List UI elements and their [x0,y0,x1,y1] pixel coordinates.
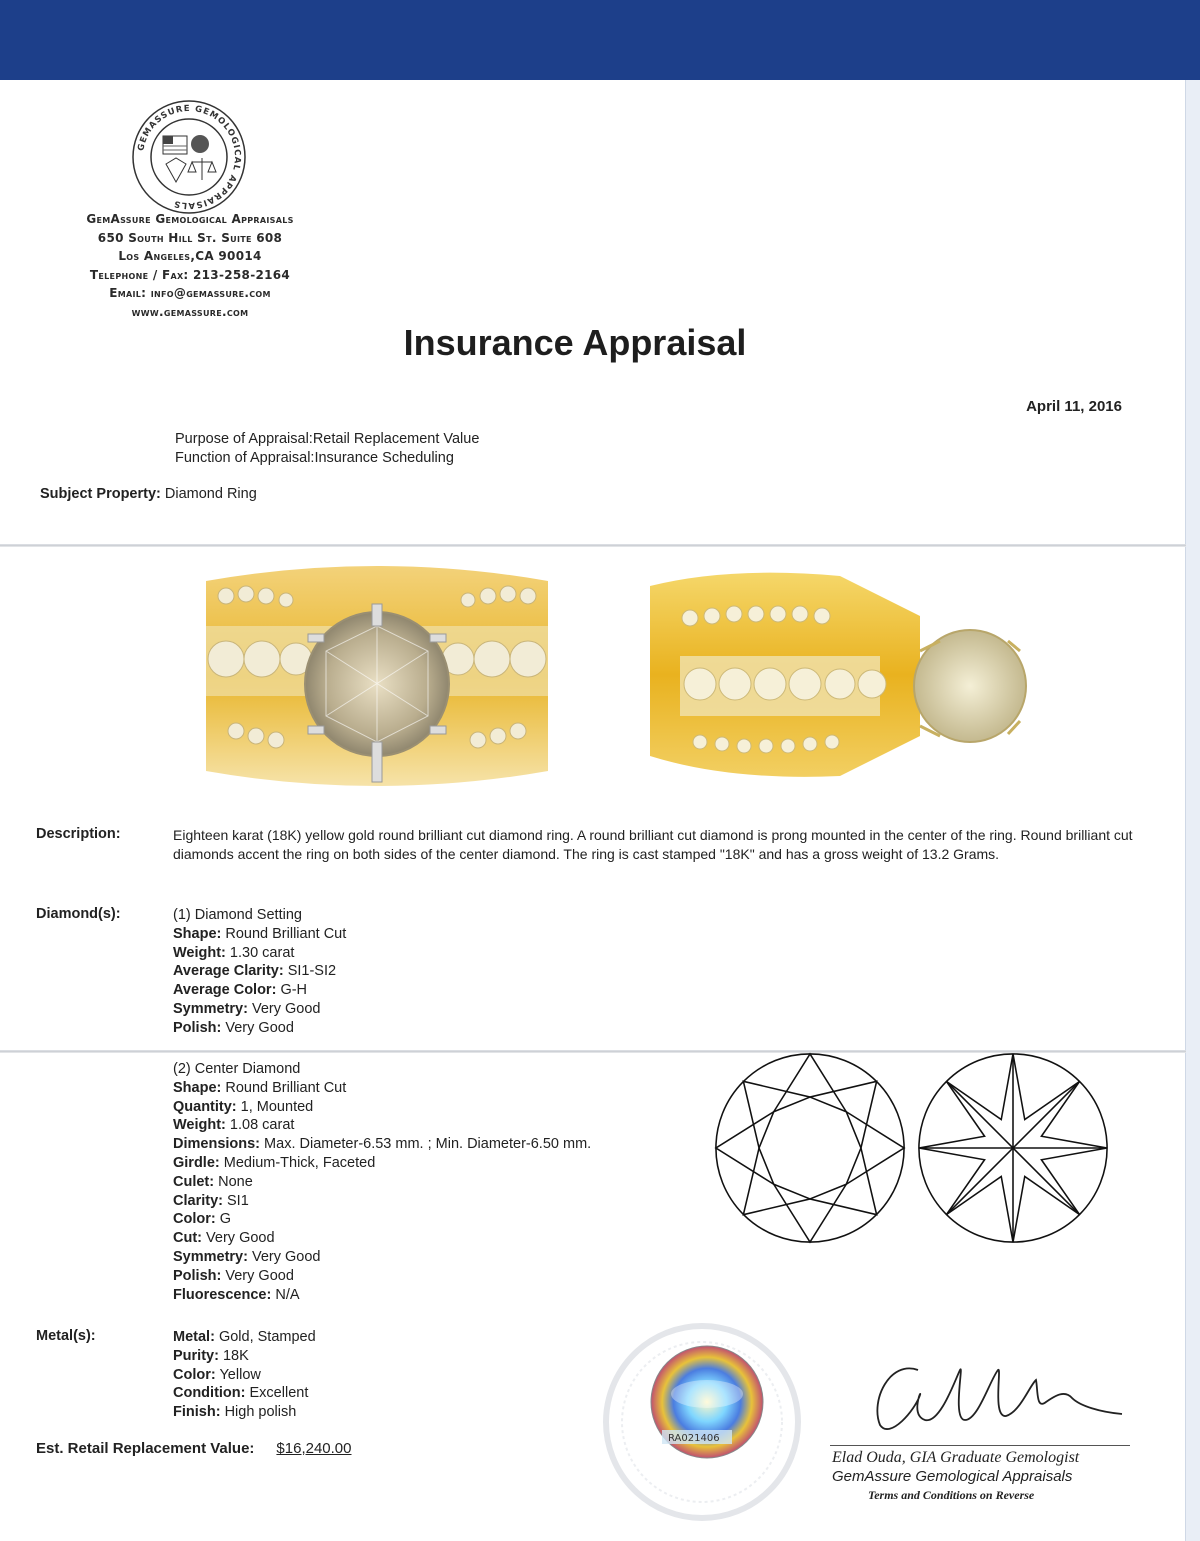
pavilion-facet-diagram [915,1050,1111,1246]
field-row [173,1116,591,1135]
field-value: Very Good [225,1267,294,1284]
page-edge [1185,80,1200,1541]
logo-text: GEMASSURE GEMOLOGICAL APPRAISALS [136,103,243,211]
field-value: SI1-SI2 [287,963,337,980]
field-value: Max. Diameter-6.53 mm. ; Min. Diameter-6.50 mm. [264,1136,592,1153]
field-key: Cut: [173,1230,202,1247]
field-row [173,1384,316,1403]
field-value: 1.08 carat [229,1117,295,1134]
field-value: N/A [275,1286,300,1303]
field-value: Very Good [251,1000,321,1017]
field-value: Very Good [225,1019,294,1036]
company-address-block [30,210,350,321]
field-value: Excellent [249,1385,309,1402]
field-value: 1.30 carat [229,944,295,961]
subject-property [40,486,257,502]
metals-label: Metal(s): [36,1328,96,1344]
subject-value: Diamond Ring [164,486,257,502]
field-key: Color: [173,1211,216,1228]
field-value: High polish [224,1404,297,1421]
appraiser-company: GemAssure Gemological Appraisals [832,1468,1073,1485]
field-key: Culet: [173,1173,215,1190]
field-row [173,1286,591,1305]
field-key: Weight: [173,944,226,961]
company-name: GemAssure Gemological Appraisals [86,212,294,226]
field-row [173,1000,346,1019]
field-row [173,1098,591,1117]
field-value: Gold, Stamped [218,1329,316,1345]
center-diamond-block [173,1060,591,1304]
field-key: Clarity: [173,1192,223,1209]
field-row [173,944,346,963]
diamonds-label: Diamond(s): [36,906,121,922]
diamond-setting-block [173,906,346,1038]
company-address-line2: Los Angeles,CA 90014 [118,249,262,263]
field-value: G-H [280,982,308,999]
field-key: Polish: [173,1267,222,1284]
subject-label: Subject Property: [40,486,161,502]
diamond-setting-heading: (1) Diamond Setting [173,907,302,923]
field-key: Average Color: [173,982,277,999]
appraiser-signature [860,1340,1130,1450]
field-value: None [218,1173,253,1190]
field-value: Round Brilliant Cut [225,1079,347,1096]
function-line: Function of Appraisal:Insurance Scheduling [175,450,454,466]
field-row [173,1248,591,1267]
top-blue-band [0,0,1200,80]
signature-line [830,1445,1130,1446]
field-key: Girdle: [173,1154,220,1171]
field-key: Color: [173,1366,216,1383]
field-row [173,981,346,1000]
company-website: www.gemassure.com [131,304,249,319]
fold-line [0,544,1186,547]
field-key: Weight: [173,1117,226,1134]
field-key: Condition: [173,1385,246,1402]
field-key: Dimensions: [173,1136,261,1153]
appraisal-date: April 11, 2016 [1026,398,1122,415]
field-row [173,1019,346,1038]
field-row [173,1192,591,1211]
page-title: Insurance Appraisal [403,322,747,363]
field-key: Average Clarity: [173,963,284,980]
field-row [173,1347,316,1366]
field-row [173,1366,316,1385]
company-address-line1: 650 South Hill St. Suite 608 [97,230,283,245]
field-key: Finish: [173,1404,221,1421]
field-row [173,1210,591,1229]
field-key: Fluorescence: [173,1286,272,1303]
company-email: Email: info@gemassure.com [109,286,271,300]
field-key: Shape: [173,1079,222,1096]
ring-photo-front [196,556,558,806]
crown-facet-diagram [712,1050,908,1246]
field-value: Medium-Thick, Faceted [223,1154,376,1171]
field-row [173,1154,591,1173]
purpose-block [175,430,479,468]
field-value: Round Brilliant Cut [225,925,347,942]
hologram-code: RA021406 [668,1433,720,1444]
field-row [173,1135,591,1154]
field-row [173,962,346,981]
description-text: Eighteen karat (18K) yellow gold round brilliant cut diamond ring. A round brilliant cut diamond is prong mounted in the center of the ring. Round brilliant cut diamonds accent the ring on both sides of the center diamond. The ring is cast stamped "18K" and has a gross weight of 13.2 Grams. [173,827,1133,862]
field-row [173,1173,591,1192]
field-row [173,1267,591,1286]
field-key: Shape: [173,925,222,942]
field-value: 1, Mounted [240,1098,314,1115]
company-logo [130,98,248,216]
field-key: Metal: [173,1329,215,1345]
field-value: Yellow [219,1366,261,1383]
purpose-line: Purpose of Appraisal:Retail Replacement Value [175,431,480,447]
field-key: Quantity: [173,1098,237,1115]
terms-note: Terms and Conditions on Reverse [868,1488,1035,1502]
appraiser-name: Elad Ouda, GIA Graduate Gemologist [832,1449,1080,1466]
field-value: Very Good [251,1248,321,1265]
center-diamond-heading: (2) Center Diamond [173,1061,301,1077]
description-label: Description: [36,826,121,842]
retail-value [36,1440,360,1457]
field-row [173,1229,591,1248]
field-row [173,1328,316,1347]
metals-block [173,1328,316,1422]
field-value: SI1 [227,1192,249,1209]
field-value: Very Good [206,1230,275,1247]
field-key: Polish: [173,1019,222,1036]
field-row [173,1079,591,1098]
retail-amount: $16,240.00 [276,1440,352,1457]
hologram-seal [572,1322,842,1522]
company-phone: Telephone / Fax: 213-258-2164 [89,267,291,282]
ring-photo-side [590,556,1060,806]
field-row [173,925,346,944]
field-value: G [219,1211,231,1228]
appraiser-block [832,1448,1079,1505]
field-value: 18K [222,1347,249,1364]
field-key: Symmetry: [173,1000,248,1017]
field-key: Purity: [173,1347,219,1364]
field-row [173,1403,316,1422]
retail-label: Est. Retail Replacement Value: [36,1440,255,1457]
field-key: Symmetry: [173,1248,248,1265]
